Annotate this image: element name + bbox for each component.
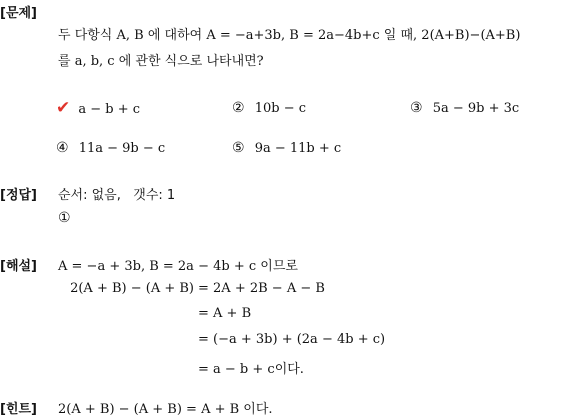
choice-5[interactable]: [232, 140, 341, 156]
choice-4-marker: ④: [56, 140, 69, 156]
problem-text-line1: 두 다항식 A, B 에 대하여 A = −a+3b, B = 2a−4b+c 일 때, 2(A+B)−(A+B): [58, 28, 521, 43]
choice-2-marker: ②: [232, 100, 245, 116]
choice-5-text: 9a − 11b + c: [254, 141, 342, 156]
choice-2-text: 10b − c: [254, 101, 307, 116]
choice-3-text: 5a − 9b + 3c: [432, 101, 520, 116]
hint-text: 2(A + B) − (A + B) = A + B 이다.: [58, 402, 273, 417]
choice-3[interactable]: [410, 100, 519, 116]
choice-5-marker: ⑤: [232, 140, 245, 156]
explanation-step4-rhs: = a − b + c이다.: [198, 362, 304, 377]
answer-line2: ①: [58, 210, 71, 226]
choice-1[interactable]: [56, 98, 140, 118]
choice-1-text: a − b + c: [78, 102, 141, 117]
answer-label: [정답]: [0, 188, 37, 203]
problem-label: [문제]: [0, 6, 37, 21]
choice-4[interactable]: [56, 140, 165, 156]
explanation-line1: A = −a + 3b, B = 2a − 4b + c 이므로: [58, 259, 298, 274]
choice-4-text: 11a − 9b − c: [78, 141, 166, 156]
checkmark-icon: ✔: [56, 98, 71, 118]
choice-2[interactable]: [232, 100, 306, 116]
hint-label: [힌트]: [0, 402, 37, 417]
answer-line1: 순서: 없음, 갯수: 1: [58, 188, 176, 203]
explanation-step2-rhs: = A + B: [198, 306, 252, 321]
explanation-step1-lhs: 2(A + B) − (A + B): [70, 281, 194, 296]
explanation-label: [해설]: [0, 259, 37, 274]
explanation-step1-rhs: = 2A + 2B − A − B: [198, 281, 325, 296]
choice-3-marker: ③: [410, 100, 423, 116]
explanation-step3-rhs: = (−a + 3b) + (2a − 4b + c): [198, 332, 386, 347]
problem-text-line2: 를 a, b, c 에 관한 식으로 나타내면?: [58, 54, 264, 69]
